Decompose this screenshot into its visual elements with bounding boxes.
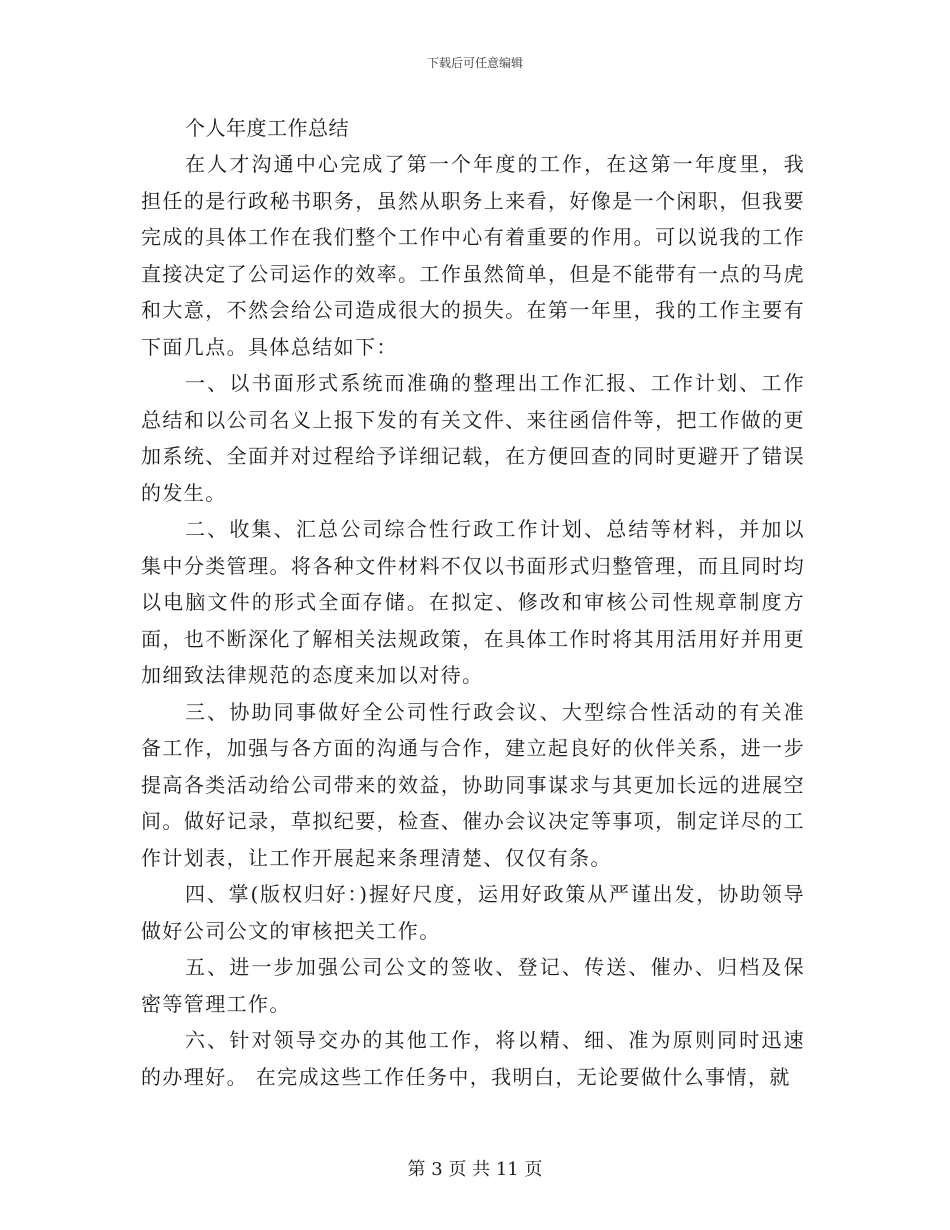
paragraph-item-2: 二、收集、汇总公司综合性行政工作计划、总结等材料，并加以集中分类管理。将各种文件材料不仅以书面形式归整管理，而且同时均以电脑文件的形式全面存储。在拟定、修改和审核公司性规章制度方面，也不断深化了解相关法规政策，在具体工作时将其用活用好并用更加细致法律规范的态度来加以对待。 xyxy=(141,517,805,687)
paragraph-intro: 在人才沟通中心完成了第一个年度的工作，在这第一年度里，我担任的是行政秘书职务，虽然从职务上来看，好像是一个闲职，但我要完成的具体工作在我们整个工作中心有着重要的作用。可以说我的工作直接决定了公司运作的效率。工作虽然简单，但是不能带有一点的马虎和大意，不然会给公司造成很大的损失。在第一年里，我的工作主要有下面几点。具体总结如下： xyxy=(141,152,805,359)
paragraph-item-6: 六、针对领导交办的其他工作，将以精、细、准为原则同时迅速的办理好。 在完成这些工作任务中，我明白，无论要做什么事情，就 xyxy=(141,1028,805,1089)
page-header-note: 下载后可任意编辑 xyxy=(426,56,523,70)
paragraph-item-3: 三、协助同事做好全公司性行政会议、大型综合性活动的有关准备工作，加强与各方面的沟通与合作，建立起良好的伙伴关系，进一步提高各类活动给公司带来的效益，协助同事谋求与其更加长远的进展空间。做好记录，草拟纪要，检查、催办会议决定等事项，制定详尽的工作计划表，让工作开展起来条理清楚、仅仅有条。 xyxy=(141,699,805,870)
paragraph-item-5: 五、进一步加强公司公文的签收、登记、传送、催办、归档及保密等管理工作。 xyxy=(141,955,805,1016)
paragraph-item-4: 四、掌(版权归好：)握好尺度，运用好政策从严谨出发，协助领导做好公司公文的审核把关工作。 xyxy=(141,882,805,943)
document-title: 个人年度工作总结 xyxy=(185,116,349,140)
page-number-footer: 第 3 页 共 11 页 xyxy=(407,1159,543,1180)
paragraph-item-1: 一、以书面形式系统而准确的整理出工作汇报、工作计划、工作总结和以公司名义上报下发的有关文件、来往函信件等，把工作做的更加系统、全面并对过程给予详细记载，在方便回查的同时更避开了错误的发生。 xyxy=(141,371,805,505)
document-body xyxy=(141,110,805,1095)
